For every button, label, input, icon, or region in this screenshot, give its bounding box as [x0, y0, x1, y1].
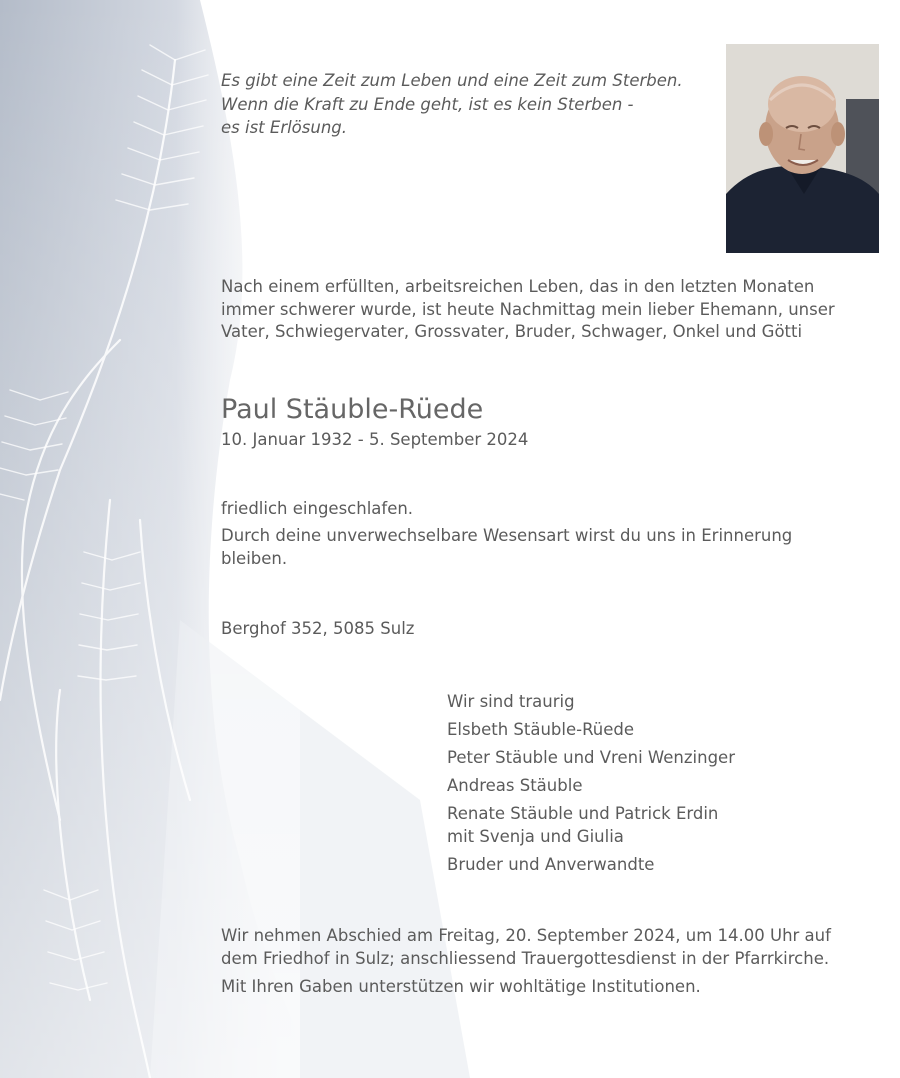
- mourner-entry: Elsbeth Stäuble-Rüede: [447, 720, 635, 739]
- memory-line: Durch deine unverwechselbare Wesensart wirst du uns in Erinnerung: [221, 526, 793, 545]
- funeral-line: Wir nehmen Abschied am Freitag, 20. September 2024, um 14.00 Uhr auf: [221, 926, 831, 945]
- quote-line: Es gibt eine Zeit zum Leben und eine Zeit zum Sterben.: [221, 71, 683, 90]
- mourner-entry: Andreas Stäuble: [447, 776, 583, 795]
- mourner-entry: Renate Stäuble und Patrick Erdin: [447, 804, 719, 823]
- passed-away-text: friedlich eingeschlafen.: [221, 499, 414, 518]
- funeral-details: [221, 924, 831, 970]
- mourner-entry: Bruder und Anverwandte: [447, 855, 655, 874]
- mourner-entry: Peter Stäuble und Vreni Wenzinger: [447, 748, 735, 767]
- deceased-name: Paul Stäuble-Rüede: [221, 394, 484, 425]
- intro-line: Nach einem erfüllten, arbeitsreichen Leben, das in den letzten Monaten: [221, 277, 815, 296]
- memory-paragraph: [221, 524, 792, 570]
- mourners-heading: Wir sind traurig: [447, 692, 575, 711]
- mourner-entry: mit Svenja und Giulia: [447, 827, 624, 846]
- memory-line: bleiben.: [221, 549, 288, 568]
- intro-line: Vater, Schwiegervater, Grossvater, Bruder, Schwager, Onkel und Götti: [221, 322, 803, 341]
- family-address: Berghof 352, 5085 Sulz: [221, 619, 415, 638]
- quote-line: es ist Erlösung.: [221, 118, 348, 137]
- intro-line: immer schwerer wurde, ist heute Nachmittag mein lieber Ehemann, unser: [221, 299, 835, 319]
- life-dates: 10. Januar 1932 - 5. September 2024: [221, 430, 529, 449]
- funeral-line: dem Friedhof in Sulz; anschliessend Trauergottesdienst in der Pfarrkirche.: [221, 949, 830, 968]
- memorial-quote: [221, 69, 683, 140]
- mourner-entry-group: [447, 802, 735, 848]
- mourners-list: [447, 690, 735, 881]
- quote-line: Wenn die Kraft zu Ende geht, ist es kein Sterben -: [221, 94, 634, 114]
- donations-note: Mit Ihren Gaben unterstützen wir wohltätige Institutionen.: [221, 977, 701, 996]
- intro-paragraph: [221, 276, 835, 344]
- deceased-portrait-photo: [726, 44, 879, 253]
